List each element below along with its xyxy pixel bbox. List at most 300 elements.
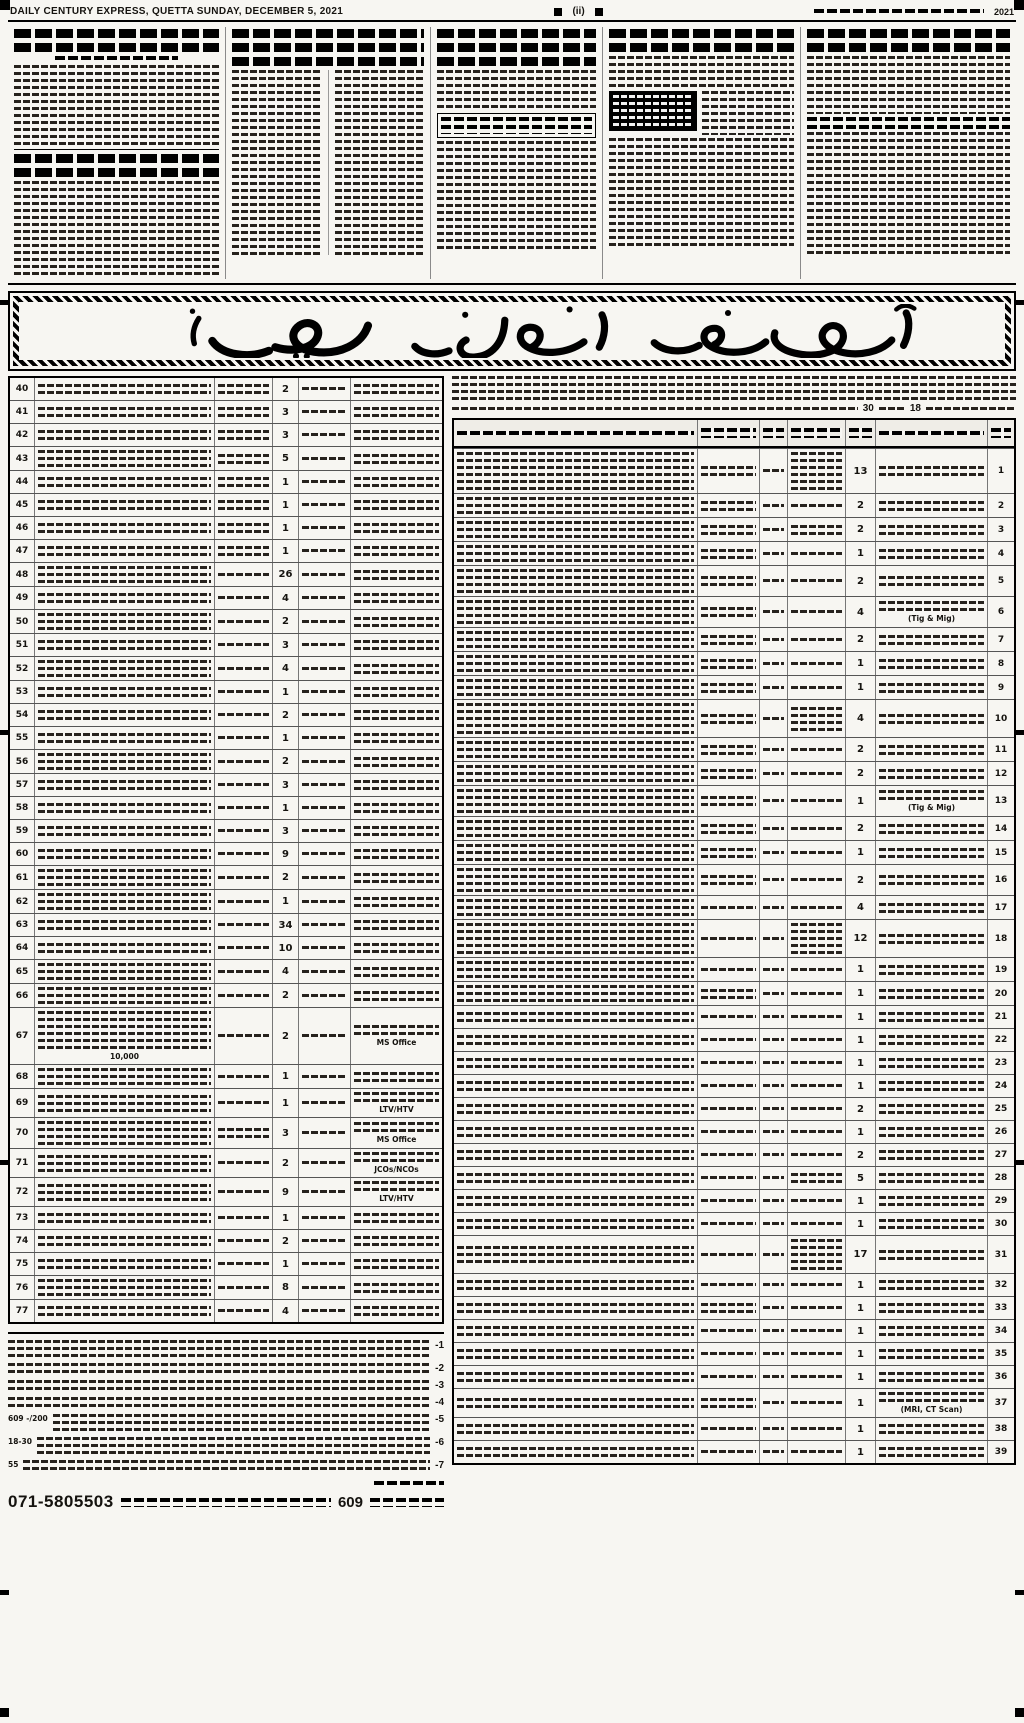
urdu-text-placeholder xyxy=(354,1213,439,1223)
cell-qualification xyxy=(214,1230,272,1252)
urdu-text-placeholder xyxy=(701,683,756,693)
job-row xyxy=(454,840,1014,864)
urdu-text-placeholder xyxy=(302,457,347,461)
urdu-text-placeholder xyxy=(38,1306,211,1316)
cell-serial: 66 xyxy=(15,990,29,1001)
cell-experience xyxy=(454,494,698,517)
cell-post-name xyxy=(876,449,988,493)
cell-domicile xyxy=(788,1389,846,1417)
cell-vacancy-count: 1 xyxy=(272,1253,298,1275)
cell-experience xyxy=(454,762,698,785)
cell-code xyxy=(760,1366,788,1388)
cell-code xyxy=(760,1098,788,1120)
urdu-text-placeholder xyxy=(218,970,269,974)
urdu-text-placeholder xyxy=(38,753,211,770)
cell-code xyxy=(760,676,788,699)
cell-post-name xyxy=(350,1089,442,1117)
urdu-text-placeholder xyxy=(302,433,347,437)
cell-qualification xyxy=(698,1389,760,1417)
cell-code xyxy=(760,762,788,785)
crop-mark xyxy=(1015,1708,1024,1717)
column-header xyxy=(788,420,846,446)
cell-qualification xyxy=(214,634,272,656)
cell-quota xyxy=(298,587,350,609)
job-row xyxy=(10,889,442,913)
urdu-text-placeholder xyxy=(218,923,269,927)
cell-serial: 20 xyxy=(994,988,1008,999)
urdu-text-placeholder xyxy=(457,569,694,593)
cell-post-name xyxy=(350,704,442,726)
cell-vacancy-count: 1 xyxy=(846,1075,876,1097)
urdu-text-placeholder xyxy=(354,617,439,627)
cell-post-name xyxy=(350,401,442,423)
urdu-text-placeholder xyxy=(354,523,439,533)
cell-post-name xyxy=(876,628,988,651)
cell-post-name xyxy=(876,1213,988,1235)
urdu-text-placeholder xyxy=(38,826,211,836)
cell-vacancy-count: 1 xyxy=(846,1213,876,1235)
cell-serial: 57 xyxy=(15,780,29,790)
job-row xyxy=(10,562,442,586)
urdu-text-placeholder xyxy=(457,844,694,861)
urdu-text-placeholder xyxy=(763,1222,784,1226)
urdu-text-placeholder xyxy=(457,1447,694,1457)
jobs-panel-left xyxy=(8,376,444,1512)
cell-qualification xyxy=(698,1144,760,1166)
urdu-text-placeholder xyxy=(763,1038,784,1042)
urdu-text-placeholder xyxy=(354,664,439,674)
urdu-text-placeholder xyxy=(38,566,211,583)
cell-vacancy-count: 5 xyxy=(846,1167,876,1189)
cell-serial: 63 xyxy=(15,920,29,930)
urdu-text-placeholder xyxy=(457,1127,694,1137)
cell-serial: 31 xyxy=(994,1249,1008,1260)
urdu-text-placeholder xyxy=(791,610,842,614)
cell-post-name xyxy=(350,797,442,819)
cell-vacancy-count: 1 xyxy=(272,1089,298,1117)
urdu-text-placeholder xyxy=(791,1173,842,1183)
registration-square xyxy=(595,8,603,16)
job-row xyxy=(454,627,1014,651)
cell-code xyxy=(760,449,788,493)
article-body-text xyxy=(437,141,596,253)
cell-serial: 68 xyxy=(15,1071,29,1082)
cell-post-name xyxy=(350,471,442,493)
cell-post-name xyxy=(350,1207,442,1229)
column-header xyxy=(876,420,988,446)
cell-qualification xyxy=(698,1075,760,1097)
job-row xyxy=(10,749,442,773)
urdu-text-placeholder xyxy=(457,1280,694,1290)
urdu-text-placeholder xyxy=(701,1283,756,1287)
vacancies-table-right xyxy=(452,418,1016,1465)
urdu-text-placeholder xyxy=(354,454,439,464)
reverse-highlight-box xyxy=(609,91,697,131)
job-ad-note xyxy=(8,1380,444,1391)
urdu-text-placeholder xyxy=(457,1303,694,1313)
cell-post-name xyxy=(350,866,442,889)
cell-vacancy-count: 1 xyxy=(272,890,298,913)
cell-vacancy-count: 2 xyxy=(846,628,876,651)
urdu-text-placeholder xyxy=(38,613,211,630)
urdu-text-placeholder xyxy=(302,876,347,880)
cell-experience xyxy=(454,1236,698,1273)
urdu-text-placeholder xyxy=(53,1414,430,1431)
job-row xyxy=(10,1299,442,1322)
cell-code xyxy=(760,1236,788,1273)
cell-post-name xyxy=(350,610,442,633)
cell-serial: 39 xyxy=(994,1447,1008,1457)
urdu-text-placeholder xyxy=(218,1309,269,1313)
job-row xyxy=(10,1177,442,1206)
urdu-text-placeholder xyxy=(23,1460,430,1470)
job-row xyxy=(454,1296,1014,1319)
cell-post-name xyxy=(350,1253,442,1275)
urdu-text-placeholder xyxy=(354,1259,439,1269)
urdu-text-placeholder xyxy=(38,1213,211,1223)
job-row xyxy=(10,516,442,539)
news-column-3 xyxy=(431,27,603,279)
urdu-text-placeholder xyxy=(457,1196,694,1206)
urdu-text-placeholder xyxy=(457,1058,694,1068)
cell-description xyxy=(34,1276,214,1299)
cell-experience xyxy=(454,1213,698,1235)
urdu-text-placeholder xyxy=(701,906,756,910)
cell-code xyxy=(760,1121,788,1143)
latin-text: MS Office xyxy=(376,1038,417,1047)
job-row xyxy=(454,1365,1014,1388)
cell-vacancy-count: 2 xyxy=(846,518,876,541)
cell-quota xyxy=(298,681,350,703)
urdu-text-placeholder xyxy=(302,480,347,484)
unit-number: 609 xyxy=(337,1493,363,1511)
cell-vacancy-count: 8 xyxy=(272,1276,298,1299)
job-row xyxy=(454,864,1014,895)
urdu-text-placeholder xyxy=(701,1153,756,1157)
cell-vacancy-count: 26 xyxy=(272,563,298,586)
masthead-year: 2021 xyxy=(993,6,1015,17)
urdu-text-placeholder xyxy=(879,1250,984,1260)
masthead-english: DAILY CENTURY EXPRESS, QUETTA SUNDAY, DECEMBER 5, 2021 xyxy=(10,6,344,17)
cell-description xyxy=(34,727,214,749)
masthead xyxy=(8,2,1016,22)
urdu-text-placeholder xyxy=(38,869,211,886)
cell-description xyxy=(34,657,214,680)
cell-quota xyxy=(298,704,350,726)
cell-description xyxy=(34,937,214,959)
urdu-text-placeholder xyxy=(38,430,211,440)
cell-qualification xyxy=(214,1300,272,1322)
cell-post-name xyxy=(876,1029,988,1051)
urdu-text-placeholder xyxy=(457,631,694,648)
urdu-text-placeholder xyxy=(218,806,269,810)
urdu-text-placeholder xyxy=(879,1219,984,1229)
cell-post-name xyxy=(350,1118,442,1148)
urdu-text-placeholder xyxy=(218,384,269,394)
headline xyxy=(14,154,219,177)
urdu-text-placeholder xyxy=(701,989,756,999)
job-row xyxy=(10,1088,442,1117)
cell-serial: 65 xyxy=(15,966,29,977)
cell-qualification xyxy=(698,518,760,541)
cell-vacancy-count: 1 xyxy=(272,797,298,819)
cell-qualification xyxy=(698,1029,760,1051)
cell-quota xyxy=(298,517,350,539)
cell-qualification xyxy=(214,401,272,423)
news-column-2 xyxy=(603,27,801,279)
urdu-text-placeholder xyxy=(354,849,439,859)
article-bolan-mail xyxy=(14,29,219,145)
cell-description xyxy=(34,960,214,983)
urdu-text-placeholder xyxy=(457,1349,694,1359)
urdu-text-placeholder xyxy=(302,852,347,856)
cell-qualification xyxy=(698,652,760,675)
urdu-text-placeholder xyxy=(763,1352,784,1356)
cell-post-name xyxy=(876,1190,988,1212)
urdu-text-placeholder xyxy=(791,968,842,972)
cell-domicile xyxy=(788,786,846,816)
cell-code xyxy=(760,865,788,895)
job-row xyxy=(10,1229,442,1252)
urdu-text-placeholder xyxy=(879,1035,984,1045)
urdu-text-placeholder xyxy=(879,576,984,586)
cell-qualification xyxy=(214,866,272,889)
cell-post-name xyxy=(876,1075,988,1097)
urdu-text-placeholder xyxy=(879,635,984,645)
cell-domicile xyxy=(788,817,846,840)
urdu-text-placeholder xyxy=(791,1153,842,1157)
cell-qualification xyxy=(214,890,272,913)
cell-qualification xyxy=(214,563,272,586)
urdu-text-placeholder xyxy=(763,851,784,855)
urdu-text-placeholder xyxy=(302,736,347,740)
cell-vacancy-count: 1 xyxy=(846,542,876,565)
cell-quota xyxy=(298,937,350,959)
urdu-text-placeholder xyxy=(701,1084,756,1088)
urdu-text-placeholder xyxy=(879,1424,984,1434)
urdu-text-placeholder xyxy=(763,552,784,556)
cell-post-name xyxy=(876,896,988,919)
note-number: 7- xyxy=(435,1460,444,1471)
crop-mark xyxy=(0,1160,9,1165)
cell-quota xyxy=(298,890,350,913)
urdu-text-placeholder xyxy=(701,1107,756,1111)
cell-experience xyxy=(454,817,698,840)
urdu-text-placeholder xyxy=(354,500,439,510)
cell-qualification xyxy=(698,700,760,737)
job-row xyxy=(10,423,442,446)
cell-description xyxy=(34,750,214,773)
urdu-text-placeholder xyxy=(701,428,756,438)
urdu-text-placeholder xyxy=(457,1150,694,1160)
urdu-text-placeholder xyxy=(791,1306,842,1310)
cell-domicile xyxy=(788,1144,846,1166)
urdu-text-placeholder xyxy=(354,570,439,580)
cell-domicile xyxy=(788,865,846,895)
job-row xyxy=(454,1342,1014,1365)
cell-post-name xyxy=(350,587,442,609)
cell-serial: 28 xyxy=(994,1173,1008,1183)
cell-serial: 15 xyxy=(994,847,1008,858)
cell-serial: 56 xyxy=(15,756,29,767)
cell-vacancy-count: 1 xyxy=(272,540,298,562)
urdu-text-placeholder xyxy=(457,452,694,490)
urdu-text-placeholder xyxy=(763,1401,784,1405)
urdu-text-placeholder xyxy=(38,733,211,743)
urdu-text-placeholder xyxy=(302,1161,347,1165)
cell-vacancy-count: 1 xyxy=(846,1029,876,1051)
cell-code xyxy=(760,700,788,737)
cell-description xyxy=(34,797,214,819)
urdu-text-placeholder xyxy=(38,1121,211,1145)
urdu-text-placeholder xyxy=(38,384,211,394)
latin-text: (Tig & Mig) xyxy=(907,803,956,812)
cell-experience xyxy=(454,566,698,596)
cell-experience xyxy=(454,841,698,864)
cell-serial: 64 xyxy=(15,943,29,953)
cell-vacancy-count: 2 xyxy=(272,378,298,400)
urdu-text-placeholder xyxy=(791,504,842,508)
urdu-text-placeholder xyxy=(38,660,211,677)
urdu-text-placeholder xyxy=(879,601,984,611)
news-column-4 xyxy=(226,27,431,279)
note-number: 3- xyxy=(435,1380,444,1391)
urdu-text-placeholder xyxy=(354,920,439,930)
urdu-text-placeholder xyxy=(763,1450,784,1454)
cell-vacancy-count: 2 xyxy=(846,494,876,517)
urdu-text-placeholder xyxy=(457,679,694,696)
urdu-text-placeholder xyxy=(791,1375,842,1379)
urdu-text-placeholder xyxy=(354,803,439,813)
job-row xyxy=(10,470,442,493)
urdu-text-placeholder xyxy=(763,1084,784,1088)
cell-description xyxy=(34,843,214,865)
job-row xyxy=(454,919,1014,957)
job-row xyxy=(10,703,442,726)
urdu-text-placeholder xyxy=(302,946,347,950)
cell-domicile xyxy=(788,494,846,517)
cell-domicile xyxy=(788,1236,846,1273)
article-body-text xyxy=(609,56,794,88)
vacancies-banner xyxy=(8,291,1016,371)
cell-qualification xyxy=(698,566,760,596)
cell-serial: 6 xyxy=(997,607,1005,617)
job-row xyxy=(10,656,442,680)
cell-description xyxy=(34,447,214,470)
cell-vacancy-count: 4 xyxy=(272,960,298,983)
cell-vacancy-count: 4 xyxy=(272,587,298,609)
cell-post-name xyxy=(876,982,988,1005)
cell-serial: 77 xyxy=(15,1306,29,1316)
table-header-row xyxy=(454,420,1014,448)
cell-code xyxy=(760,1029,788,1051)
urdu-text-placeholder xyxy=(218,620,269,624)
cell-experience xyxy=(454,1006,698,1028)
job-row xyxy=(454,1028,1014,1051)
urdu-text-placeholder xyxy=(38,1236,211,1246)
cell-post-name xyxy=(350,914,442,936)
cell-serial: 8 xyxy=(997,658,1005,669)
cell-qualification xyxy=(698,1274,760,1296)
urdu-text-placeholder xyxy=(38,1184,211,1201)
urdu-text-placeholder xyxy=(218,643,269,647)
cell-vacancy-count: 1 xyxy=(846,1343,876,1365)
job-row xyxy=(10,913,442,936)
urdu-text-placeholder xyxy=(354,780,439,790)
urdu-text-placeholder xyxy=(879,769,984,779)
urdu-text-placeholder xyxy=(791,1427,842,1431)
job-row xyxy=(454,895,1014,919)
urdu-text-placeholder xyxy=(791,428,842,438)
cell-post-name xyxy=(876,1320,988,1342)
urdu-text-placeholder xyxy=(879,1447,984,1457)
urdu-text-placeholder xyxy=(38,1155,211,1172)
cell-serial: 72 xyxy=(15,1187,29,1197)
cell-quota xyxy=(298,1230,350,1252)
cell-serial: 47 xyxy=(15,546,29,556)
cell-code xyxy=(760,920,788,957)
job-row xyxy=(454,1074,1014,1097)
urdu-text-placeholder xyxy=(791,686,842,690)
cell-quota xyxy=(298,424,350,446)
urdu-text-placeholder xyxy=(38,920,211,930)
cell-vacancy-count: 3 xyxy=(272,820,298,842)
cell-serial: 2 xyxy=(997,500,1005,511)
cell-qualification xyxy=(214,681,272,703)
urdu-text-placeholder xyxy=(457,1326,694,1336)
cell-domicile xyxy=(788,628,846,651)
urdu-text-placeholder xyxy=(701,1427,756,1431)
cell-vacancy-count: 12 xyxy=(846,920,876,957)
cell-quota xyxy=(298,540,350,562)
column-header xyxy=(760,420,788,446)
urdu-text-placeholder xyxy=(701,1199,756,1203)
cell-qualification xyxy=(214,1089,272,1117)
cell-serial: 11 xyxy=(994,744,1008,755)
job-row xyxy=(10,773,442,796)
postal-address-block xyxy=(8,1481,444,1512)
urdu-text-placeholder xyxy=(457,1081,694,1091)
urdu-text-placeholder xyxy=(763,1283,784,1287)
cell-vacancy-count: 4 xyxy=(272,1300,298,1322)
urdu-text-placeholder xyxy=(791,552,842,556)
urdu-text-placeholder xyxy=(457,1219,694,1229)
cell-qualification xyxy=(214,820,272,842)
cell-quota xyxy=(298,960,350,983)
urdu-text-placeholder xyxy=(218,1075,269,1079)
urdu-text-placeholder xyxy=(791,452,842,490)
urdu-text-placeholder xyxy=(218,1190,269,1194)
urdu-text-placeholder xyxy=(302,387,347,391)
note-digits: 55 xyxy=(8,1460,19,1469)
cell-post-name xyxy=(350,378,442,400)
cell-post-name xyxy=(876,1343,988,1365)
cell-qualification xyxy=(214,774,272,796)
cell-description xyxy=(34,1300,214,1322)
cell-experience xyxy=(454,1441,698,1463)
cell-code xyxy=(760,1190,788,1212)
cell-experience xyxy=(454,542,698,565)
cell-serial: 23 xyxy=(994,1058,1008,1068)
cell-code xyxy=(760,494,788,517)
cell-description xyxy=(34,984,214,1007)
cell-quota xyxy=(298,1008,350,1064)
cell-vacancy-count: 10 xyxy=(272,937,298,959)
cell-description xyxy=(34,1253,214,1275)
news-section xyxy=(8,22,1016,285)
urdu-text-placeholder xyxy=(763,504,784,508)
cell-domicile xyxy=(788,566,846,596)
